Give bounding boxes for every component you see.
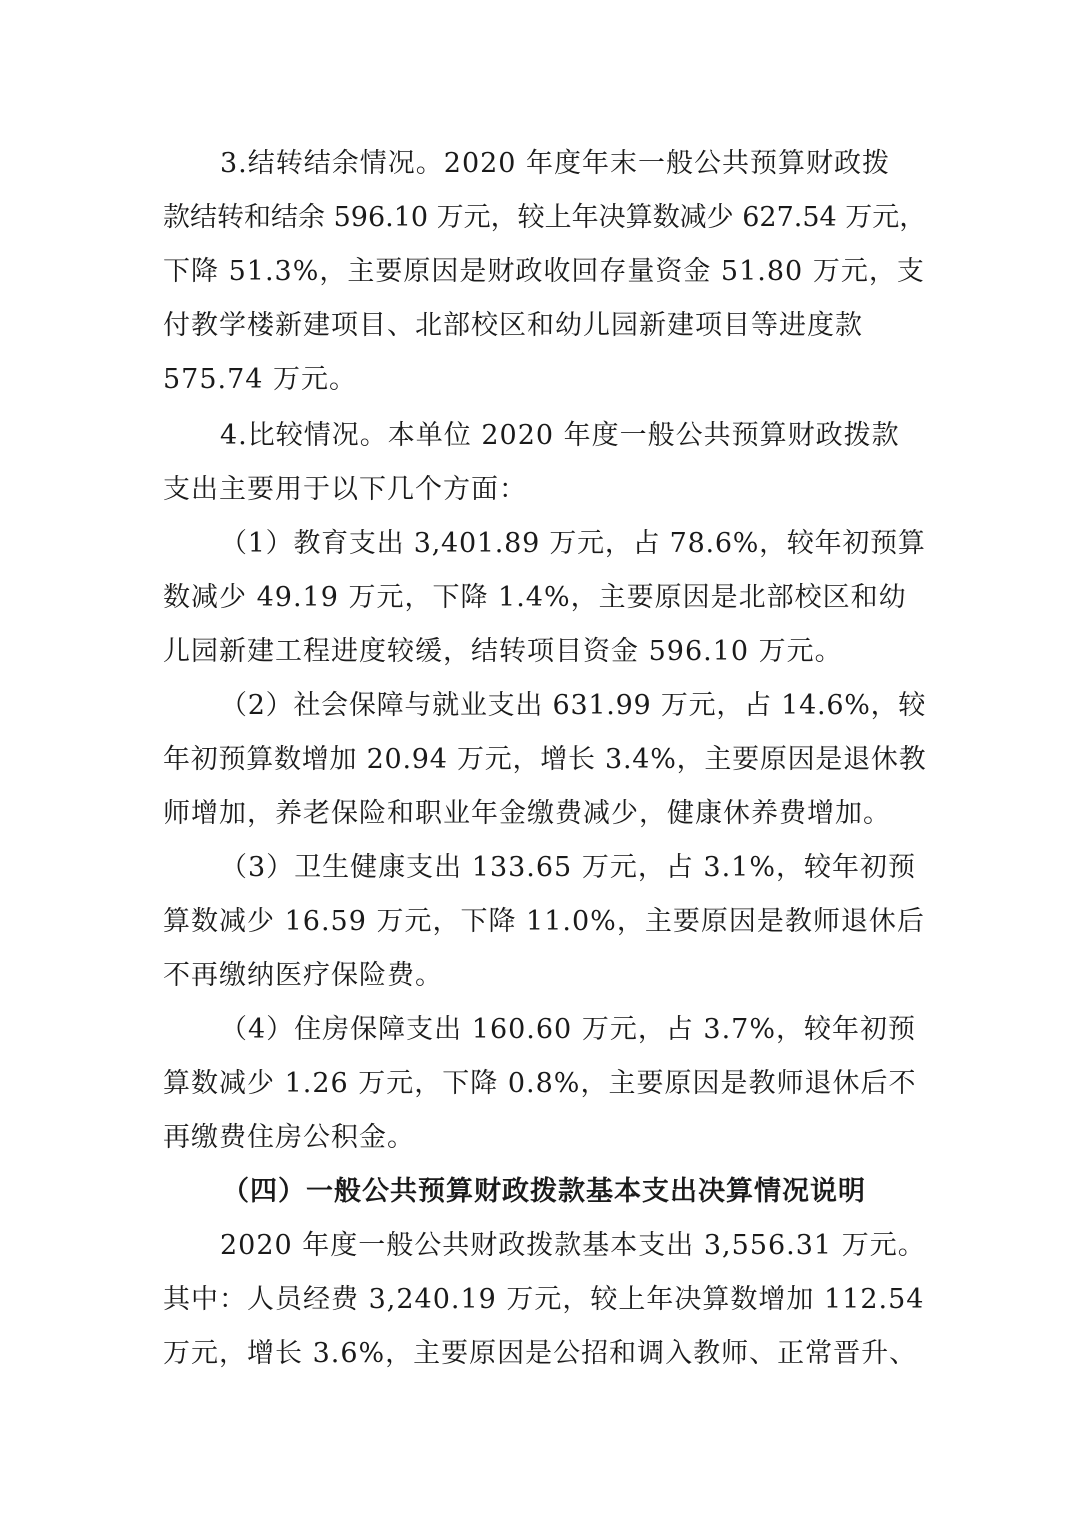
paragraph-line: 2020 年度一般公共财政拨款基本支出 3,556.31 万元。 [220, 1230, 926, 1261]
paragraph-line: 575.74 万元。 [163, 364, 358, 395]
paragraph-line: （2）社会保障与就业支出 631.99 万元，占 14.6%，较 [220, 690, 927, 721]
paragraph-line: 付教学楼新建项目、北部校区和幼儿园新建项目等进度款 [163, 310, 863, 341]
paragraph-line: 3.结转结余情况。2020 年度年末一般公共预算财政拨 [220, 148, 891, 179]
paragraph-line: 万元，增长 3.6%，主要原因是公招和调入教师、正常晋升、 [163, 1338, 918, 1369]
paragraph-line: （1）教育支出 3,401.89 万元，占 78.6%，较年初预算 [220, 528, 926, 559]
paragraph-line: 4.比较情况。本单位 2020 年度一般公共预算财政拨款 [220, 420, 900, 451]
section-heading: （四）一般公共预算财政拨款基本支出决算情况说明 [222, 1176, 866, 1207]
paragraph-line: 再缴费住房公积金。 [163, 1122, 415, 1153]
paragraph-line: 算数减少 16.59 万元，下降 11.0%，主要原因是教师退休后 [163, 906, 925, 937]
paragraph-line: 下降 51.3%，主要原因是财政收回存量资金 51.80 万元，支 [163, 256, 925, 287]
paragraph-line: 儿园新建工程进度较缓，结转项目资金 596.10 万元。 [163, 636, 843, 667]
paragraph-line: 算数减少 1.26 万元，下降 0.8%，主要原因是教师退休后不 [163, 1068, 917, 1099]
paragraph-line: （3）卫生健康支出 133.65 万元，占 3.1%，较年初预 [220, 852, 916, 883]
paragraph-line: 款结转和结余 596.10 万元，较上年决算数减少 627.54 万元， [163, 202, 927, 233]
paragraph-line: 支出主要用于以下几个方面： [163, 474, 527, 505]
paragraph-line: 年初预算数增加 20.94 万元，增长 3.4%，主要原因是退休教 [163, 744, 927, 775]
paragraph-line: 师增加，养老保险和职业年金缴费减少，健康休养费增加。 [163, 798, 891, 829]
paragraph-line: 不再缴纳医疗保险费。 [163, 960, 443, 991]
paragraph-line: 其中：人员经费 3,240.19 万元，较上年决算数增加 112.54 [163, 1284, 925, 1315]
paragraph-line: （4）住房保障支出 160.60 万元，占 3.7%，较年初预 [220, 1014, 916, 1045]
paragraph-line: 数减少 49.19 万元，下降 1.4%，主要原因是北部校区和幼 [163, 582, 907, 613]
